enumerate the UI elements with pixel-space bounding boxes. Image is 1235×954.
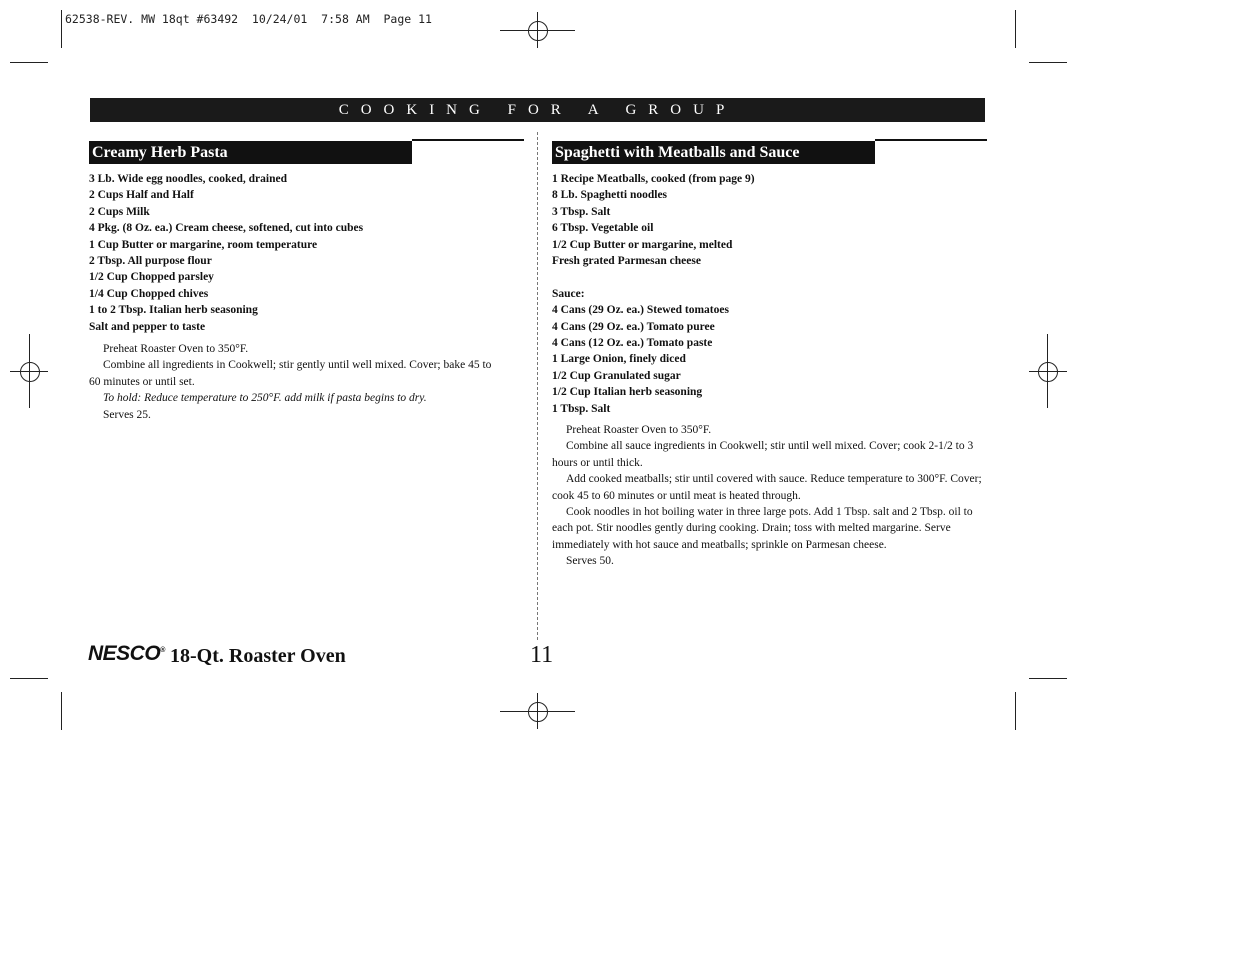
- crop-mark: [61, 692, 62, 730]
- registration-mark-left: [10, 334, 48, 408]
- title-rule: [875, 139, 987, 141]
- nesco-logo: [88, 642, 165, 666]
- direction-paragraph: Cook noodles in hot boiling water in three large pots. Add 1 Tbsp. salt and 2 Tbsp. oil to each pot. Stir noodles gently during cooking. Drain; toss with melted margarine. Serve immediately with hot sauce and meatballs; sprinkle on Parmesan cheese.: [552, 506, 973, 551]
- crop-mark: [10, 62, 48, 63]
- direction-paragraph: Preheat Roaster Oven to 350°F.: [103, 343, 249, 355]
- direction-paragraph-serves: Serves 50.: [566, 555, 614, 568]
- sauce-ingredient-item: 1/2 Cup Italian herb seasoning: [552, 386, 703, 399]
- ingredient-item: 1 Cup Butter or margarine, room temperature: [89, 238, 318, 251]
- print-slug: 62538-REV. MW 18qt #63492 10/24/01 7:58 AM Page 11: [65, 12, 432, 26]
- sauce-ingredient-item: 1 Large Onion, finely diced: [552, 353, 686, 366]
- directions-spaghetti: [552, 422, 988, 570]
- registration-mark-right: [1029, 334, 1067, 408]
- column-divider: [537, 132, 538, 640]
- ingredient-item: 1 to 2 Tbsp. Italian herb seasoning: [89, 304, 258, 317]
- title-rule: [412, 139, 524, 141]
- section-banner: COOKING FOR A GROUP: [90, 98, 985, 122]
- ingredient-item: 1/2 Cup Chopped parsley: [89, 271, 214, 284]
- crop-mark: [1029, 62, 1067, 63]
- direction-paragraph: Combine all sauce ingredients in Cookwell; stir until well mixed. Cover; cook 2-1/2 to 3 hours or until thick.: [552, 440, 974, 469]
- crop-mark: [10, 678, 48, 679]
- brand-name: NESCO: [88, 642, 161, 665]
- crop-mark: [1029, 678, 1067, 679]
- ingredient-item: 3 Tbsp. Salt: [552, 205, 611, 218]
- sauce-ingredient-item: 4 Cans (12 Oz. ea.) Tomato paste: [552, 337, 713, 350]
- ingredient-item: 4 Pkg. (8 Oz. ea.) Cream cheese, softened, cut into cubes: [89, 222, 364, 235]
- crop-mark: [1015, 692, 1016, 730]
- direction-paragraph: Preheat Roaster Oven to 350°F.: [566, 424, 712, 436]
- sauce-ingredient-item: 1 Tbsp. Salt: [552, 402, 611, 415]
- direction-paragraph-serves: Serves 25.: [103, 408, 151, 421]
- ingredient-list-creamy-herb-pasta: [89, 171, 363, 335]
- registered-mark: ®: [160, 647, 165, 654]
- crop-mark: [1015, 10, 1016, 48]
- direction-paragraph: Combine all ingredients in Cookwell; stir gently until well mixed. Cover; bake 45 to 60 minutes or until set.: [89, 359, 492, 388]
- ingredient-item: 1 Recipe Meatballs, cooked (from page 9): [552, 173, 755, 185]
- direction-paragraph: Add cooked meatballs; stir until covered with sauce. Reduce temperature to 300°F. Cover; cook 45 to 60 minutes or until meat is heated through.: [552, 473, 982, 502]
- registration-mark-bottom: [500, 693, 575, 729]
- ingredient-item: 1/2 Cup Butter or margarine, melted: [552, 238, 733, 251]
- registration-mark-top: [500, 12, 575, 48]
- crop-mark: [61, 10, 62, 48]
- product-model: 18-Qt. Roaster Oven: [170, 645, 346, 667]
- ingredient-item: 2 Cups Milk: [89, 205, 150, 218]
- ingredient-item: Fresh grated Parmesan cheese: [552, 255, 701, 268]
- page-number: 11: [530, 642, 554, 668]
- ingredient-item: 1/4 Cup Chopped chives: [89, 287, 209, 300]
- recipe-title-creamy-herb-pasta: Creamy Herb Pasta: [89, 141, 412, 164]
- direction-paragraph-hold-note: To hold: Reduce temperature to 250°F. add milk if pasta begins to dry.: [103, 392, 427, 405]
- sauce-ingredient-item: 4 Cans (29 Oz. ea.) Tomato puree: [552, 320, 715, 333]
- ingredient-item: Salt and pepper to taste: [89, 320, 206, 333]
- recipe-title-spaghetti-meatballs: Spaghetti with Meatballs and Sauce: [552, 141, 875, 164]
- ingredient-list-spaghetti: [552, 171, 755, 417]
- ingredient-item: 2 Tbsp. All purpose flour: [89, 255, 212, 268]
- ingredient-item: 6 Tbsp. Vegetable oil: [552, 222, 654, 235]
- sauce-ingredient-item: 4 Cans (29 Oz. ea.) Stewed tomatoes: [552, 304, 729, 317]
- ingredient-item: 8 Lb. Spaghetti noodles: [552, 189, 668, 202]
- sauce-ingredient-item: 1/2 Cup Granulated sugar: [552, 369, 681, 382]
- sauce-label: Sauce:: [552, 287, 585, 300]
- directions-creamy-herb-pasta: [89, 341, 499, 423]
- ingredient-item: 2 Cups Half and Half: [89, 189, 194, 202]
- ingredient-item: 3 Lb. Wide egg noodles, cooked, drained: [89, 173, 287, 185]
